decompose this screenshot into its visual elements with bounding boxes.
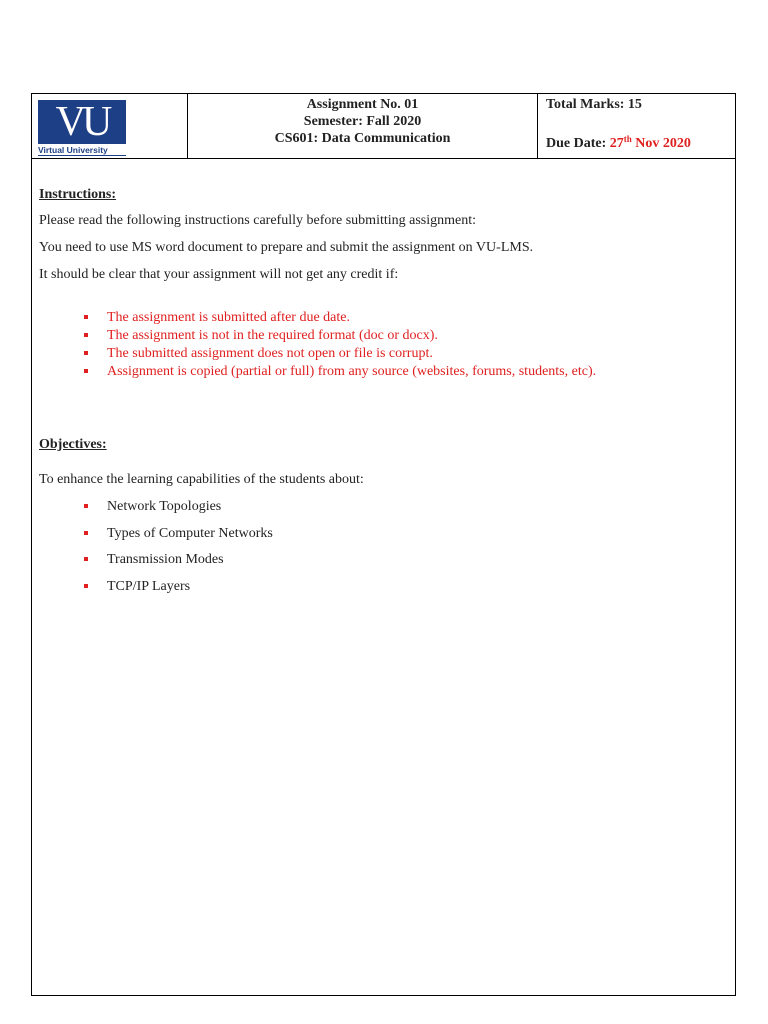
list-item <box>82 345 596 363</box>
instruction-line: Please read the following instructions carefully before submitting assignment: <box>39 213 477 228</box>
list-item <box>82 525 273 552</box>
due-day: 27 <box>609 136 624 151</box>
title-cell <box>188 94 538 158</box>
objectives-list <box>82 498 273 604</box>
list-item <box>82 551 273 578</box>
square-bullet-icon <box>84 504 88 508</box>
logo-cell <box>32 94 188 158</box>
square-bullet-icon <box>84 315 88 319</box>
objectives-heading: Objectives: <box>39 437 107 452</box>
semester-label: Semester: Fall 2020 <box>303 114 422 129</box>
due-day-suffix: th <box>623 134 632 144</box>
list-item <box>82 309 596 327</box>
rule-text: The assignment is submitted after due date. <box>107 310 350 325</box>
objective-text: Transmission Modes <box>107 552 224 567</box>
square-bullet-icon <box>84 369 88 373</box>
square-bullet-icon <box>84 557 88 561</box>
document-page <box>31 93 736 996</box>
list-item <box>82 363 596 381</box>
vu-logo-caption: Virtual University <box>38 145 126 156</box>
course-title: CS601: Data Communication <box>274 131 451 146</box>
rule-text: The assignment is not in the required format (doc or docx). <box>107 328 438 343</box>
list-item <box>82 578 273 605</box>
rule-text: The submitted assignment does not open or file is corrupt. <box>107 346 433 361</box>
square-bullet-icon <box>84 351 88 355</box>
due-date-value <box>610 136 691 151</box>
instructions-heading: Instructions: <box>39 187 117 202</box>
due-month-year: Nov 2020 <box>635 136 691 151</box>
objective-text: Network Topologies <box>107 499 222 514</box>
vu-logo-letters: VU <box>55 99 109 145</box>
objectives-intro: To enhance the learning capabilities of the students about: <box>39 472 364 487</box>
vu-logo <box>38 100 126 144</box>
square-bullet-icon <box>84 333 88 337</box>
instruction-line: You need to use MS word document to prepare and submit the assignment on VU-LMS. <box>39 240 534 255</box>
objective-text: Types of Computer Networks <box>107 525 273 541</box>
assignment-title: Assignment No. 01 <box>306 97 419 112</box>
due-date <box>546 131 691 152</box>
objective-text: TCP/IP Layers <box>107 578 191 594</box>
assignment-header-table <box>32 94 735 159</box>
list-item <box>82 498 273 525</box>
rule-text: Assignment is copied (partial or full) from any source (websites, forums, students, etc). <box>107 364 597 379</box>
total-marks: Total Marks: 15 <box>546 97 642 112</box>
instruction-line: It should be clear that your assignment will not get any credit if: <box>39 267 399 282</box>
info-cell <box>538 94 735 158</box>
square-bullet-icon <box>84 531 88 535</box>
list-item <box>82 327 596 345</box>
due-date-label: Due Date: <box>546 136 607 151</box>
credit-rules-list <box>82 309 596 381</box>
square-bullet-icon <box>84 584 88 588</box>
